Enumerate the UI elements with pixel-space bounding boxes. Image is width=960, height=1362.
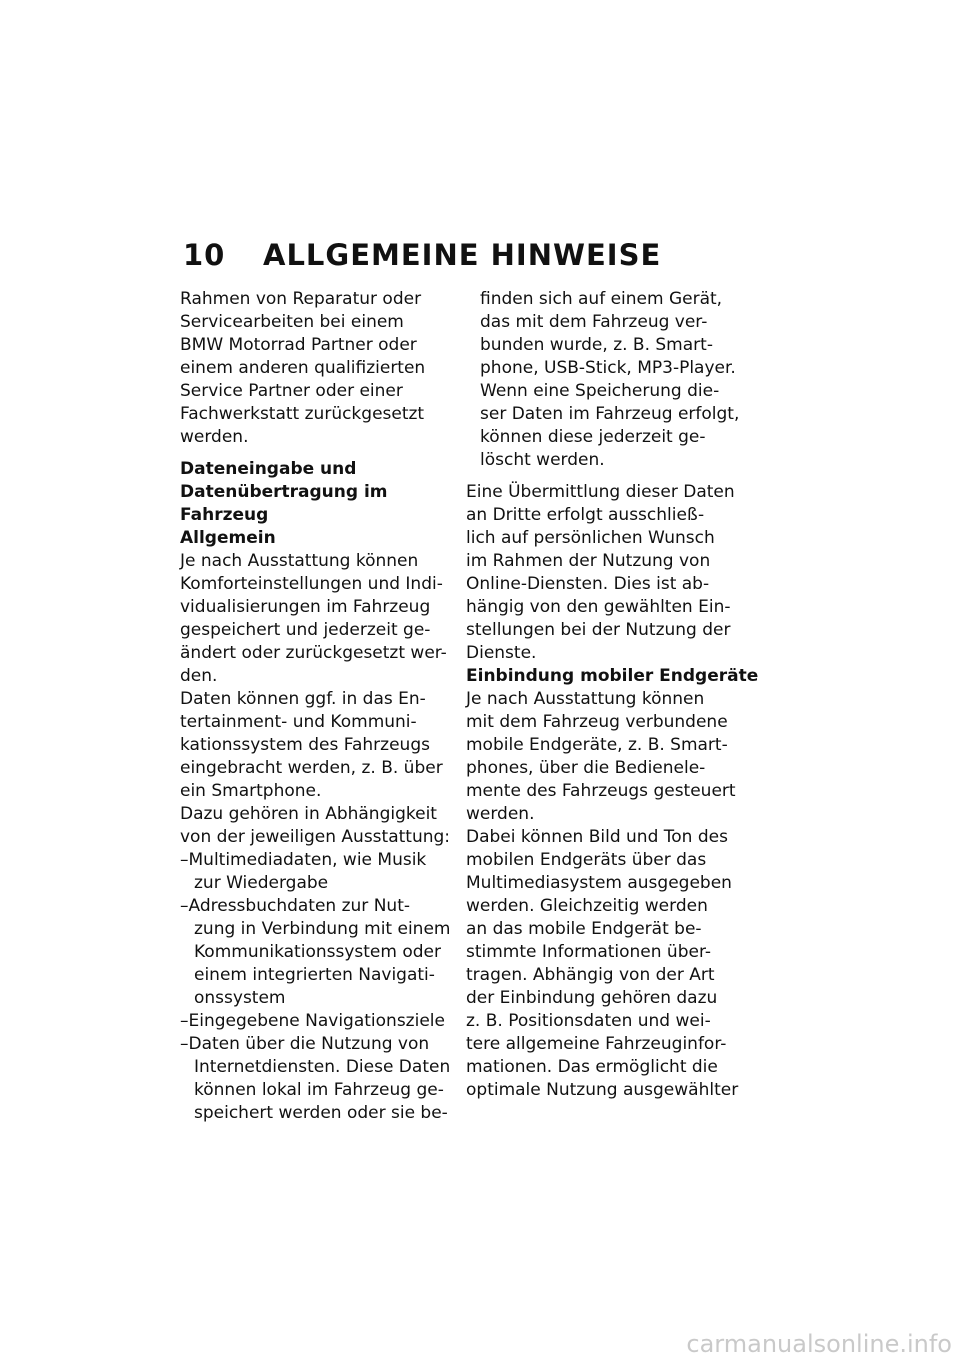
paragraph-gap bbox=[180, 449, 455, 458]
text-line: phones, über die Bedienele- bbox=[466, 758, 706, 778]
text-line: kationssystem des Fahrzeugs bbox=[180, 735, 430, 755]
text-line: Online-Diensten. Dies ist ab- bbox=[466, 574, 710, 594]
text-line: der Einbindung gehören dazu bbox=[466, 988, 718, 1008]
text-line: Wenn eine Speicherung die- bbox=[480, 381, 720, 401]
text-line: optimale Nutzung ausgewählter bbox=[466, 1080, 739, 1100]
section-heading-line: Einbindung mobiler Endgeräte bbox=[466, 666, 759, 686]
text-line: hängig von den gewählten Ein- bbox=[466, 597, 731, 617]
list-item-line: – Eingegebene Navigationsziele bbox=[180, 1010, 455, 1033]
text-line: werden. Gleichzeitig werden bbox=[466, 896, 708, 916]
text-line: Je nach Ausstattung können bbox=[180, 551, 419, 571]
text-line: BMW Motorrad Partner oder bbox=[180, 335, 417, 355]
text-line: ändert oder zurückgesetzt wer- bbox=[180, 643, 447, 663]
text-line: mente des Fahrzeugs gesteuert bbox=[466, 781, 736, 801]
text-line: einem anderen qualifizierten bbox=[180, 358, 426, 378]
text-line: finden sich auf einem Gerät, bbox=[480, 289, 723, 309]
text-column-right bbox=[466, 288, 759, 1102]
text-line: das mit dem Fahrzeug ver- bbox=[480, 312, 708, 332]
section-heading-line: Allgemein bbox=[180, 528, 276, 548]
text-line: speichert werden oder sie be- bbox=[194, 1103, 448, 1123]
text-line: Multimediasystem ausgegeben bbox=[466, 873, 732, 893]
text-line: an das mobile Endgerät be- bbox=[466, 919, 702, 939]
text-line: werden. bbox=[466, 804, 535, 824]
watermark-text[interactable]: carmanualsonline.info bbox=[686, 1330, 952, 1358]
section-heading-line: Fahrzeug bbox=[180, 505, 269, 525]
text-line: können diese jederzeit ge- bbox=[480, 427, 706, 447]
text-line: löscht werden. bbox=[480, 450, 605, 470]
text-line: Dazu gehören in Abhängigkeit bbox=[180, 804, 437, 824]
text-line: von der jeweiligen Ausstattung: bbox=[180, 827, 451, 847]
text-line: Dienste. bbox=[466, 643, 537, 663]
list-item-line: – Multimediadaten, wie Musik bbox=[180, 849, 455, 872]
text-line: werden. bbox=[180, 427, 249, 447]
text-line: Service Partner oder einer bbox=[180, 381, 403, 401]
text-line: Kommunikationssystem oder bbox=[194, 942, 441, 962]
text-line: Komforteinstellungen und Indi- bbox=[180, 574, 443, 594]
section-heading-line: Dateneingabe und bbox=[180, 459, 357, 479]
text-line: bunden wurde, z. B. Smart- bbox=[480, 335, 713, 355]
text-line: tragen. Abhängig von der Art bbox=[466, 965, 715, 985]
text-line: im Rahmen der Nutzung von bbox=[466, 551, 711, 571]
section-heading-line: Datenübertragung im bbox=[180, 482, 388, 502]
text-line: vidualisierungen im Fahrzeug bbox=[180, 597, 431, 617]
list-item-line: – Daten über die Nutzung von bbox=[180, 1033, 455, 1056]
text-line: Daten können ggf. in das En- bbox=[180, 689, 426, 709]
text-line: Je nach Ausstattung können bbox=[466, 689, 705, 709]
text-line: ein Smartphone. bbox=[180, 781, 322, 801]
text-line: einem integrierten Navigati- bbox=[194, 965, 435, 985]
text-line: eingebracht werden, z. B. über bbox=[180, 758, 443, 778]
chapter-number: 10 bbox=[183, 238, 226, 272]
text-line: mobile Endgeräte, z. B. Smart- bbox=[466, 735, 728, 755]
text-line: zur Wiedergabe bbox=[194, 873, 329, 893]
text-line: onssystem bbox=[194, 988, 286, 1008]
text-line: ser Daten im Fahrzeug erfolgt, bbox=[480, 404, 740, 424]
text-line: stimmte Informationen über- bbox=[466, 942, 711, 962]
text-line: mobilen Endgeräts über das bbox=[466, 850, 707, 870]
text-line: Servicearbeiten bei einem bbox=[180, 312, 404, 332]
text-line: Fachwerkstatt zurückgesetzt bbox=[180, 404, 425, 424]
text-line: lich auf persönlichen Wunsch bbox=[466, 528, 715, 548]
text-line: stellungen bei der Nutzung der bbox=[466, 620, 731, 640]
text-line: phone, USB-Stick, MP3-Player. bbox=[480, 358, 736, 378]
text-line: den. bbox=[180, 666, 218, 686]
text-column-left bbox=[180, 288, 455, 1125]
list-item-line: – Adressbuchdaten zur Nut- bbox=[180, 895, 455, 918]
text-line: gespeichert und jederzeit ge- bbox=[180, 620, 431, 640]
page-title bbox=[183, 238, 661, 272]
text-line: mationen. Das ermöglicht die bbox=[466, 1057, 718, 1077]
paragraph-gap bbox=[466, 472, 741, 481]
chapter-title: ALLGEMEINE HINWEISE bbox=[263, 238, 662, 272]
text-line: Rahmen von Reparatur oder bbox=[180, 289, 422, 309]
text-line: Eine Übermittlung dieser Daten bbox=[466, 482, 735, 502]
text-line: z. B. Positionsdaten und wei- bbox=[466, 1011, 711, 1031]
text-line: Dabei können Bild und Ton des bbox=[466, 827, 728, 847]
text-line: tertainment- und Kommuni- bbox=[180, 712, 417, 732]
text-line: an Dritte erfolgt ausschließ- bbox=[466, 505, 705, 525]
text-line: mit dem Fahrzeug verbundene bbox=[466, 712, 728, 732]
text-line: zung in Verbindung mit einem bbox=[194, 919, 451, 939]
text-line: tere allgemeine Fahrzeuginfor- bbox=[466, 1034, 727, 1054]
text-line: Internetdiensten. Diese Daten bbox=[194, 1057, 451, 1077]
text-line: können lokal im Fahrzeug ge- bbox=[194, 1080, 444, 1100]
